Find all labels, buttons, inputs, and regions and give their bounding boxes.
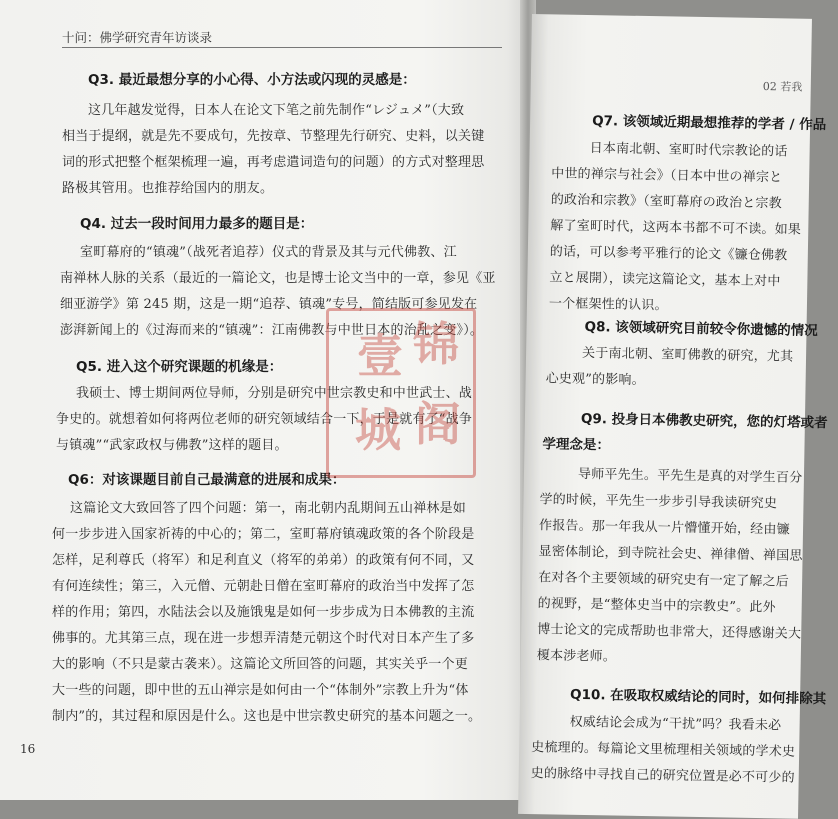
q6-line: 何一步步进入国家祈祷的中心的；第二，室町幕府镇魂政策的各个阶段是 bbox=[52, 527, 475, 542]
q10-line: 史梳理的。每篇论文里梳理相关领域的学术史 bbox=[531, 740, 796, 760]
q9-line: 显密体制论，到寺院社会史、禅律僧、禅国思 bbox=[538, 544, 803, 564]
stamp-char: 阁 bbox=[415, 397, 461, 451]
right-running-head: 02 若我 bbox=[762, 80, 803, 94]
q6-line: 制内”的，其过程和原因是什么。这也是中世宗教史研究的基本问题之一。 bbox=[52, 709, 482, 724]
q4-line: 南禅林人脉的关系（最近的一篇论文，也是博士论文当中的一章，参见《亚 bbox=[60, 271, 496, 286]
q9-heading-cont: 学理念是： bbox=[542, 436, 611, 454]
stamp-char: 壹 bbox=[357, 329, 403, 383]
q6-line: 佛事的。尤其第三点，现在进一步想弄清楚元朝这个时代对日本产生了多 bbox=[52, 631, 475, 646]
q7-line: 一个框架性的认识。 bbox=[548, 296, 668, 314]
running-head: 十问：佛学研究青年访谈录 bbox=[62, 30, 213, 45]
q3-heading: Q3. 最近最想分享的小心得、小方法或闪现的灵感是： bbox=[88, 72, 416, 88]
q9-heading: Q9. 投身日本佛教史研究，您的灯塔或者 bbox=[580, 410, 828, 432]
q9-line: 学的时候，平先生一步步引导我读研究史 bbox=[539, 492, 778, 512]
stamp-char: 锦 bbox=[413, 317, 459, 371]
q4-heading: Q4. 过去一段时间用力最多的题目是： bbox=[80, 216, 314, 232]
q5-line: 与镇魂”“武家政权与佛教”这样的题目。 bbox=[56, 438, 288, 453]
right-page bbox=[518, 14, 828, 819]
q7-line: 的政治和宗教》（室町幕府の政治と宗教 bbox=[550, 192, 782, 212]
q7-line: 中世的禅宗与社会》（日本中世の禅宗と bbox=[551, 166, 783, 186]
q7-heading: Q7. 该领域近期最想推荐的学者 / 作品 bbox=[592, 113, 827, 134]
q9-line: 作报告。那一年我从一片懵懂开始，经由镰 bbox=[538, 518, 790, 538]
q9-line: 在对各个主要领域的研究史有一定了解之后 bbox=[538, 570, 790, 590]
q6-heading: Q6：对该课题目前自己最满意的进展和成果： bbox=[68, 472, 346, 488]
q7-line: 解了室町时代，这两本书都不可不读。如果 bbox=[550, 218, 802, 238]
q9-line: 的视野，是“整体史当中的宗教史”。此外 bbox=[537, 596, 776, 616]
q3-line: 这几年越发觉得，日本人在论文下笔之前先制作“レジュメ”（大致 bbox=[88, 103, 465, 118]
stamp-char: 城 bbox=[355, 403, 401, 457]
q6-line: 样的作用；第四，水陆法会以及施饿鬼是如何一步步成为日本佛教的主流 bbox=[52, 605, 475, 620]
seal-stamp-watermark bbox=[326, 308, 476, 478]
q4-line: 室町幕府的“镇魂”（战死者追荐）仪式的背景及其与元代佛教、江 bbox=[80, 245, 457, 260]
q3-line: 路极其管用。也推荐给国内的朋友。 bbox=[62, 181, 274, 196]
q6-line: 大一些的问题，即中世的五山禅宗是如何由一个“体制外”宗教上升为“体 bbox=[52, 683, 469, 698]
q5-line: 争史的。就想着如何将两位老师的研究领域结合一下，于是就有了“战争 bbox=[56, 412, 473, 427]
q6-line: 这篇论文大致回答了四个问题：第一，南北朝内乱期间五山禅林是如 bbox=[70, 501, 467, 516]
q9-line: 导师平先生。平先生是真的对学生百分 bbox=[577, 466, 803, 486]
q9-line: 榎本涉老师。 bbox=[536, 648, 617, 665]
q7-line: 日本南北朝、室町时代宗教论的话 bbox=[589, 141, 788, 160]
q5-heading: Q5. 进入这个研究课题的机缘是： bbox=[76, 359, 283, 375]
q8-line: 关于南北朝、室町佛教的研究，尤其 bbox=[581, 345, 794, 365]
header-rule bbox=[62, 47, 502, 48]
q7-line: 立と展開），读完这篇论文，基本上对中 bbox=[549, 270, 781, 290]
q3-line: 相当于提纲，就是先不要成句，先按章、节整理先行研究、史料，以关键 bbox=[62, 129, 485, 144]
page-number: 16 bbox=[20, 742, 36, 756]
q4-line: 澎湃新闻上的《过海而来的“镇魂”：江南佛教与中世日本的治乱之变》）。 bbox=[60, 323, 484, 338]
q10-line: 权威结论会成为“干扰”吗？我看未必 bbox=[569, 714, 782, 734]
q8-line: 心史观”的影响。 bbox=[545, 371, 646, 389]
q10-heading: Q10. 在吸取权威结论的同时，如何排除其 bbox=[569, 686, 827, 708]
q7-line: 的话，可以参考平雅行的论文《镰仓佛教 bbox=[549, 244, 788, 264]
q4-line: 细亚游学》第 245 期，这是一期“追荐、镇魂”专号，简结版可参见发在 bbox=[60, 297, 478, 312]
q9-line: 博士论文的完成帮助也非常大，还得感谢关大 bbox=[537, 622, 802, 642]
q6-line: 大的影响（不只是蒙古袭来）。这篇论文所回答的问题，其实关乎一个更 bbox=[52, 657, 468, 672]
q8-heading: Q8. 该领域研究目前较令你遗憾的情况 bbox=[584, 318, 818, 340]
q10-line: 史的脉络中寻找自己的研究位置是必不可少的 bbox=[530, 766, 795, 786]
q5-line: 我硕士、博士期间两位导师，分别是研究中世宗教史和中世武士、战 bbox=[76, 386, 473, 401]
q6-line: 有何连续性；第三，入元僧、元朝赴日僧在室町幕府的政治当中发挥了怎 bbox=[52, 579, 475, 594]
q6-line: 怎样，足利尊氏（将军）和足利直义（将军的弟弟）的政策有何不同，又 bbox=[52, 553, 475, 568]
q3-line: 词的形式把整个框架梳理一遍，再考虑遣词造句的问题）的方式对整理思 bbox=[62, 155, 485, 170]
